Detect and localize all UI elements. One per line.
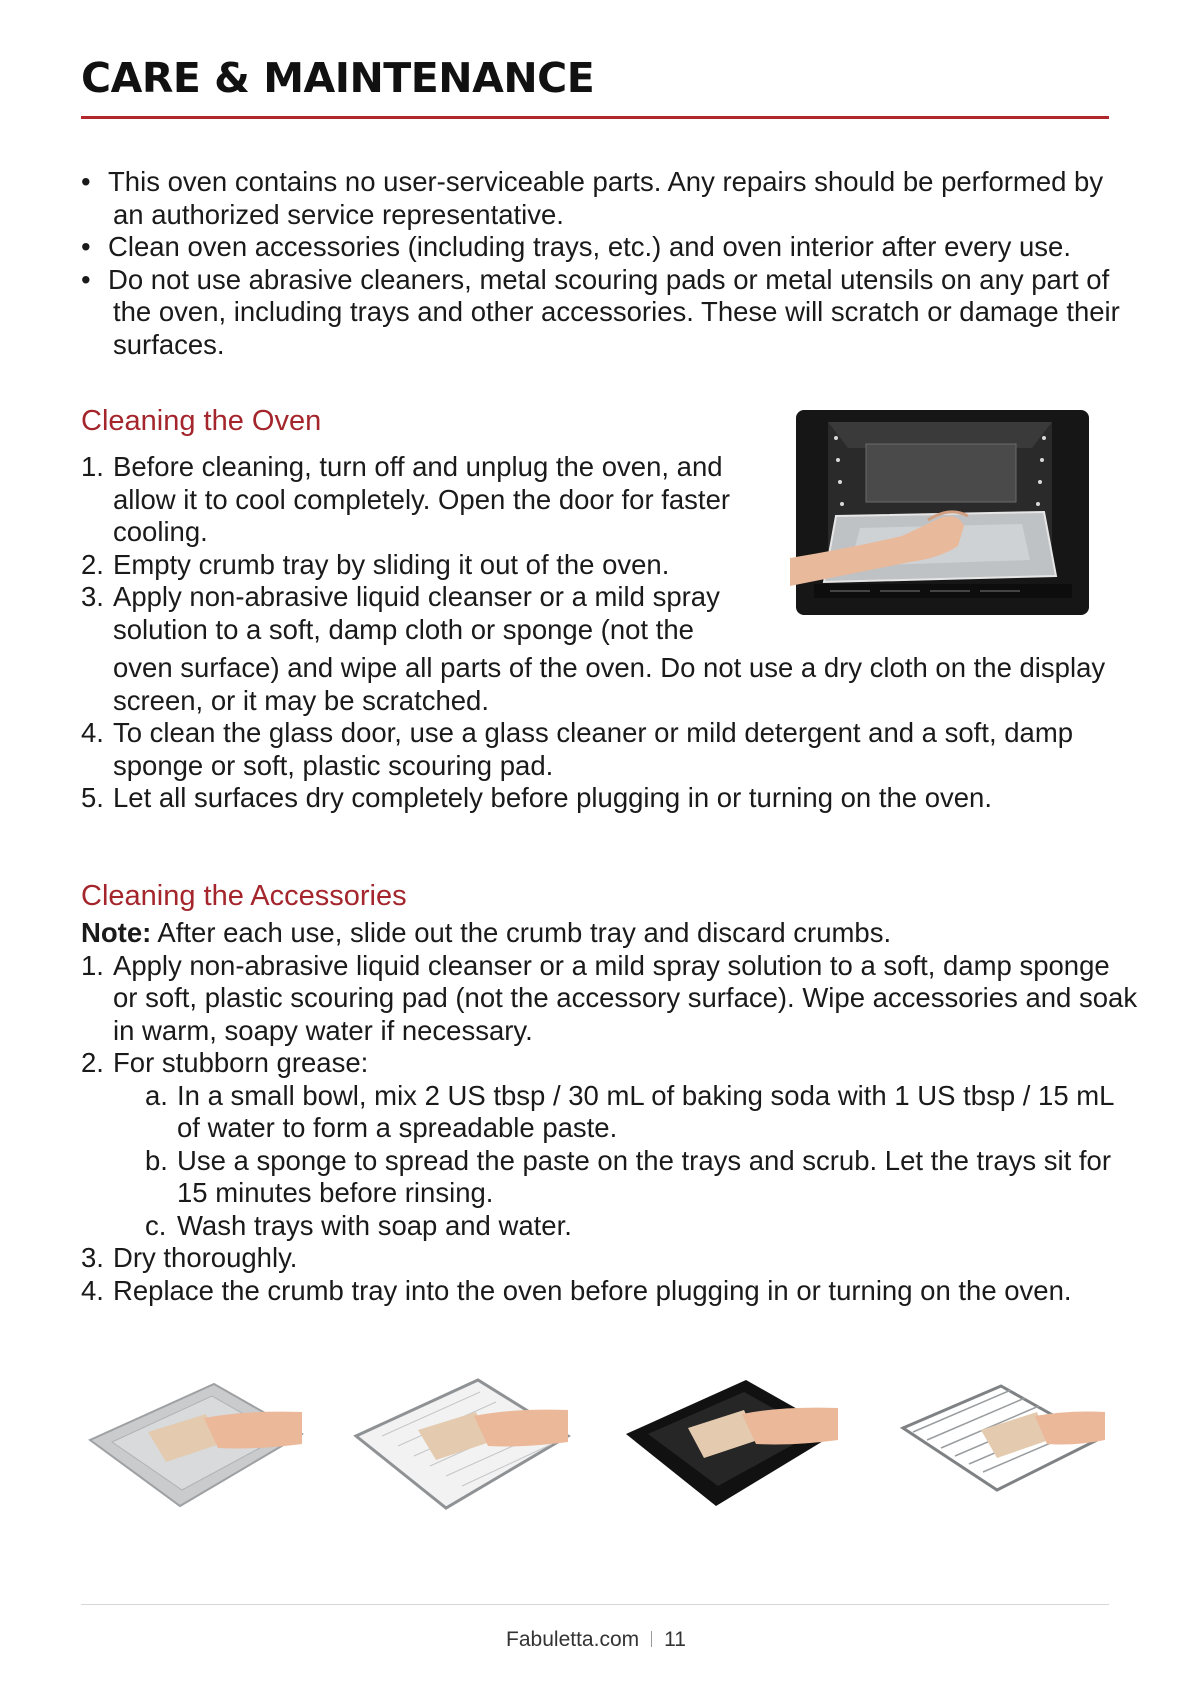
baking-pan-wipe-photo — [622, 1370, 842, 1530]
page-title: CARE & MAINTENANCE — [81, 54, 595, 102]
oven-steps-list — [81, 451, 761, 646]
list-item: • Do not use abrasive cleaners, metal scouring pads or metal utensils on any part of the oven, including trays and other accessories. These will scratch or damage their surfaces. — [81, 263, 1120, 360]
note: Note: After each use, slide out the crumb tray and discard crumbs. — [81, 917, 892, 948]
section-heading-cleaning-accessories: Cleaning the Accessories — [81, 880, 407, 912]
footer-separator — [651, 1631, 652, 1647]
air-fry-basket-wipe-photo — [352, 1370, 572, 1530]
oven-step3-continued: oven surface) and wipe all parts of the oven. Do not use a dry cloth on the display screen, or it may be scratched. 4. To clean the glass door, use a glass cleaner or mild detergent and a soft, damp sponge or soft, plastic scouring pad. 5. Let all surfaces dry completely before plugging in or turning on the oven. — [81, 652, 1141, 815]
list-item: 2. For stubborn grease: a. In a small bowl, mix 2 US tbsp / 30 mL of baking soda with 1 US tbsp / 15 mL of water to form a spreadable paste. b. Use a sponge to spread the paste on the trays and scrub. Let the trays sit for 15 minutes before rinsing. c. Wash trays with soap and water. — [81, 1047, 1141, 1242]
list-item: 3. Apply non-abrasive liquid cleanser or a mild spray solution to a soft, damp cloth or sponge (not the — [81, 581, 720, 645]
accessories-instructions — [81, 917, 1141, 1307]
list-item: a. In a small bowl, mix 2 US tbsp / 30 mL of baking soda with 1 US tbsp / 15 mL of water to form a spreadable paste. — [145, 1079, 1114, 1143]
accessories-steps-list — [81, 950, 1141, 1308]
list-item: 4. To clean the glass door, use a glass cleaner or mild detergent and a soft, damp sponge or soft, plastic scouring pad. — [81, 717, 1074, 781]
list-item: 5. Let all surfaces dry completely before plugging in or turning on the oven. — [81, 782, 992, 813]
bullet-icon: • — [81, 166, 91, 197]
bullet-icon: • — [81, 231, 91, 262]
list-item: c. Wash trays with soap and water. — [145, 1209, 572, 1241]
footer-website: Fabuletta.com — [506, 1628, 640, 1651]
footer-divider — [81, 1604, 1109, 1605]
section-heading-cleaning-oven: Cleaning the Oven — [81, 405, 322, 437]
list-item: • Clean oven accessories (including trays, etc.) and oven interior after every use. — [81, 231, 1071, 262]
list-item: 1. Before cleaning, turn off and unplug the oven, and allow it to cool completely. Open the door for faster cooling. — [81, 451, 731, 547]
grease-substeps-list — [113, 1080, 1141, 1243]
oven-crumb-tray-photo — [790, 408, 1093, 618]
list-item: 4. Replace the crumb tray into the oven before plugging in or turning on the oven. — [81, 1274, 1072, 1306]
list-item: 2. Empty crumb tray by sliding it out of the oven. — [81, 548, 670, 580]
footer — [0, 1628, 1192, 1652]
intro-bullet-list — [81, 166, 1141, 361]
title-divider — [81, 116, 1109, 119]
crumb-tray-wipe-photo — [86, 1370, 306, 1530]
wire-rack-wipe-photo — [889, 1370, 1109, 1530]
list-item: • This oven contains no user-serviceable parts. Any repairs should be performed by an authorized service representative. — [81, 166, 1104, 230]
bullet-icon: • — [81, 263, 91, 295]
list-item: b. Use a sponge to spread the paste on the trays and scrub. Let the trays sit for 15 minutes before rinsing. — [145, 1144, 1112, 1208]
list-item: 3. Dry thoroughly. — [81, 1242, 298, 1273]
page-number: 11 — [664, 1628, 686, 1651]
list-item: 1. Apply non-abrasive liquid cleanser or a mild spray solution to a soft, damp sponge or soft, plastic scouring pad (not the accessory surface). Wipe accessories and soak in warm, soapy water if necessary. — [81, 949, 1138, 1046]
oven-steps-list-continued — [81, 717, 1141, 815]
